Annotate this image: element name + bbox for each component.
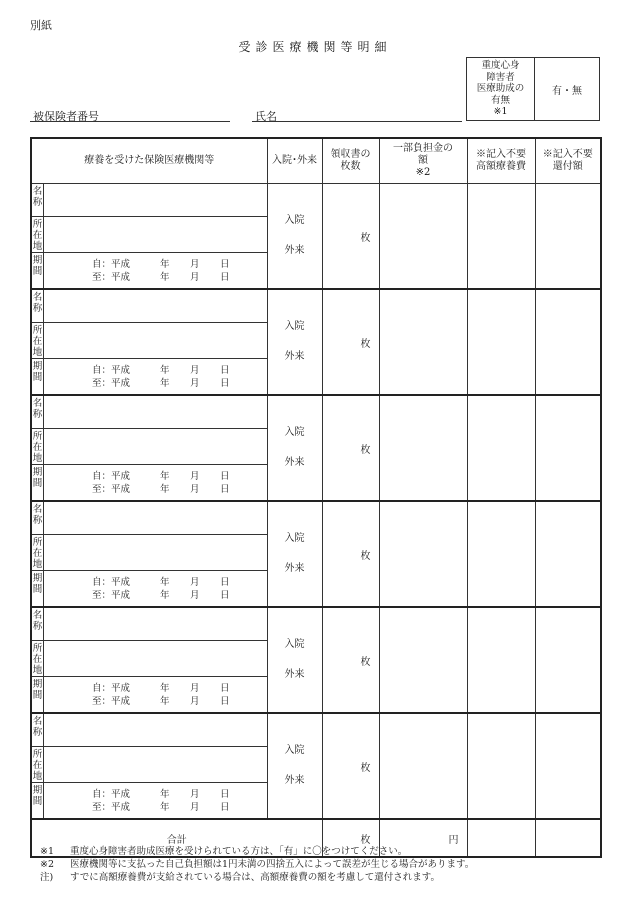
receipts-count-field[interactable]: 枚: [322, 184, 379, 290]
receipts-count-field[interactable]: 枚: [322, 607, 379, 713]
refund-field: [535, 184, 601, 290]
period-field[interactable]: 自：平成 年 月 日 至：平成 年 月 日: [92, 789, 230, 813]
receipts-count-field[interactable]: 枚: [322, 713, 379, 819]
total-copay[interactable]: 円: [379, 819, 467, 857]
receipts-count-field[interactable]: 枚: [322, 289, 379, 395]
admission-choice[interactable]: 入院 外来: [267, 289, 322, 395]
name-label: 氏名: [255, 110, 277, 123]
footnotes: [40, 845, 474, 884]
period-field[interactable]: 自：平成 年 月 日 至：平成 年 月 日: [92, 259, 230, 283]
footnote: ※2 医療機関等に支払った自己負担額は1円未満の四捨五入によって誤差が生じる場合があります。: [40, 859, 475, 870]
institution-location-field[interactable]: [44, 323, 267, 358]
institution-name-field[interactable]: [44, 502, 267, 534]
location-label: 所在地: [32, 219, 43, 252]
header-copay: 一部負担金の 額 ※2: [379, 138, 467, 184]
refund-field: [535, 289, 601, 395]
name-field[interactable]: [252, 121, 462, 122]
admission-choice[interactable]: 入院 外来: [267, 607, 322, 713]
institution-name-field[interactable]: [44, 714, 267, 746]
high-cost-field: [467, 713, 535, 819]
severe-disability-box: [466, 57, 600, 121]
location-label: 所在地: [32, 431, 43, 464]
name-label: 名称: [32, 396, 44, 428]
institution-cell: [31, 184, 267, 290]
header-admission: 入院･外来: [267, 138, 322, 184]
admission-choice[interactable]: 入院 外来: [267, 501, 322, 607]
copay-field[interactable]: [379, 184, 467, 290]
high-cost-field: [467, 501, 535, 607]
admission-choice[interactable]: 入院 外来: [267, 395, 322, 501]
severe-disability-label: 重度心身 障害者 医療助成の 有無 ※1: [467, 58, 535, 120]
period-field[interactable]: 自：平成 年 月 日 至：平成 年 月 日: [92, 471, 230, 495]
insured-number-label: 被保険者番号: [33, 110, 99, 123]
location-label: 所在地: [32, 325, 43, 358]
header-receipts: 領収書の 枚数: [322, 138, 379, 184]
period-label: 期間: [32, 465, 44, 500]
medical-institutions-table: [30, 137, 602, 858]
table-row: [31, 607, 601, 713]
copay-field[interactable]: [379, 289, 467, 395]
institution-location-field[interactable]: [44, 217, 267, 252]
institution-location-field[interactable]: [44, 641, 267, 676]
name-label: 名称: [32, 502, 44, 534]
institution-name-field[interactable]: [44, 184, 267, 216]
total-sheets[interactable]: 枚: [322, 819, 379, 857]
copay-field[interactable]: [379, 713, 467, 819]
copay-field[interactable]: [379, 501, 467, 607]
period-field[interactable]: 自：平成 年 月 日 至：平成 年 月 日: [92, 577, 230, 601]
total-high-cost: [467, 819, 535, 857]
period-label: 期間: [32, 359, 44, 394]
location-label: 所在地: [32, 643, 43, 676]
institution-cell: [31, 713, 267, 819]
period-label: 期間: [32, 677, 44, 712]
period-label: 期間: [32, 253, 44, 288]
receipts-count-field[interactable]: 枚: [322, 395, 379, 501]
high-cost-field: [467, 607, 535, 713]
refund-field: [535, 713, 601, 819]
table-row: [31, 184, 601, 290]
period-field[interactable]: 自：平成 年 月 日 至：平成 年 月 日: [92, 365, 230, 389]
institution-name-field[interactable]: [44, 290, 267, 322]
attachment-label: 別紙: [30, 19, 52, 32]
copay-field[interactable]: [379, 607, 467, 713]
institution-cell: [31, 607, 267, 713]
severe-disability-choice[interactable]: 有・無: [552, 85, 582, 97]
institution-location-field[interactable]: [44, 535, 267, 570]
name-label: 名称: [32, 290, 44, 322]
high-cost-field: [467, 395, 535, 501]
name-label: 名称: [32, 184, 44, 216]
name-label: 名称: [32, 714, 44, 746]
total-refund: [535, 819, 601, 857]
header-institution: 療養を受けた保険医療機関等: [31, 138, 267, 184]
admission-choice[interactable]: 入院 外来: [267, 713, 322, 819]
header-high-cost: ※記入不要 高額療養費: [467, 138, 535, 184]
period-label: 期間: [32, 783, 44, 818]
total-label: 合計: [31, 819, 322, 857]
table-row: [31, 289, 601, 395]
footnote: ※1 重度心身障害者助成医療を受けられている方は、「有」に〇をつけてください。: [40, 846, 408, 857]
institution-location-field[interactable]: [44, 429, 267, 464]
high-cost-field: [467, 184, 535, 290]
institution-cell: [31, 501, 267, 607]
insured-number-field[interactable]: [30, 121, 230, 122]
institution-cell: [31, 289, 267, 395]
institution-location-field[interactable]: [44, 747, 267, 782]
refund-field: [535, 607, 601, 713]
page-title: 受診医療機関等明細: [238, 40, 392, 54]
location-label: 所在地: [32, 537, 43, 570]
location-label: 所在地: [32, 749, 43, 782]
period-label: 期間: [32, 571, 44, 606]
table-row: [31, 713, 601, 819]
admission-choice[interactable]: 入院 外来: [267, 184, 322, 290]
name-label: 名称: [32, 608, 44, 640]
refund-field: [535, 501, 601, 607]
header-refund: ※記入不要 還付額: [535, 138, 601, 184]
table-row: [31, 501, 601, 607]
institution-name-field[interactable]: [44, 396, 267, 428]
period-field[interactable]: 自：平成 年 月 日 至：平成 年 月 日: [92, 683, 230, 707]
copay-field[interactable]: [379, 395, 467, 501]
table-row: [31, 395, 601, 501]
institution-cell: [31, 395, 267, 501]
high-cost-field: [467, 289, 535, 395]
footnote: 注) すでに高額療養費が支給されている場合は、高額療養費の額を考慮して還付されます。: [40, 872, 441, 883]
refund-field: [535, 395, 601, 501]
receipts-count-field[interactable]: 枚: [322, 501, 379, 607]
institution-name-field[interactable]: [44, 608, 267, 640]
